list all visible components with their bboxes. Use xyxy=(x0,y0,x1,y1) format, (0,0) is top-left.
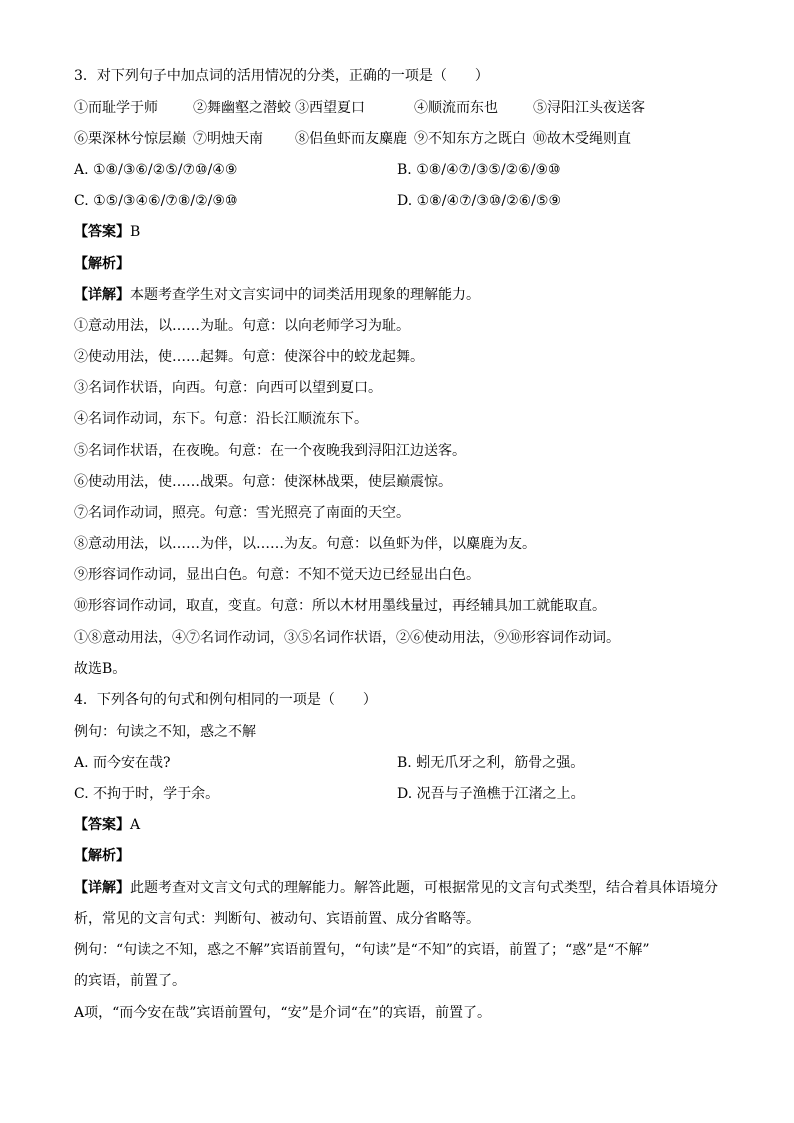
q3-option-b: B. ①⑧/④⑦/③⑤/②⑥/⑨⑩ xyxy=(397,162,561,178)
q3-explanation: ③名词作状语，向西。句意：向西可以望到夏口。 xyxy=(74,380,382,396)
analysis-label: 【解析】 xyxy=(74,256,130,272)
q3-explanation: ⑤名词作状语，在夜晚。句意：在一个夜晚我到浔阳江边送客。 xyxy=(74,443,466,459)
q4-detail-continued: 析，常见的文言句式：判断句、被动句、宾语前置、成分省略等。 xyxy=(74,911,480,927)
q3-explanation: ⑩形容词作动词，取直，变直。句意：所以木材用墨线量过，再经辅具加工就能取直。 xyxy=(74,598,606,614)
q3-item: ⑧侣鱼虾而友麋鹿 xyxy=(295,131,407,147)
q3-explanation: ②使动用法，使……起舞。句意：使深谷中的蛟龙起舞。 xyxy=(74,349,424,365)
q3-item: ⑤浔阳江头夜送客 xyxy=(533,100,645,116)
q3-answer xyxy=(74,222,140,242)
answer-value: A xyxy=(130,817,141,833)
q3-item: ⑩故木受绳则直 xyxy=(533,131,631,147)
detail-text: 此题考查对文言文句式的理解能力。解答此题，可根据常见的文言句式类型，结合着具体语境分 xyxy=(130,880,718,896)
answer-value: B xyxy=(130,224,141,240)
q3-explanation: ⑦名词作动词，照亮。句意：雪光照亮了南面的天空。 xyxy=(74,505,410,521)
q3-explanation: ④名词作动词，东下。句意：沿长江顺流东下。 xyxy=(74,411,368,427)
q3-summary: ①⑧意动用法，④⑦名词作动词，③⑤名词作状语，②⑥使动用法，⑨⑩形容词作动词。 xyxy=(74,630,620,646)
q4-example-analysis: 例句：“句读之不知，惑之不解”宾语前置句，“句读”是“不知”的宾语，前置了；“惑”是“不解” xyxy=(74,942,650,958)
q3-stem: 3．对下列句子中加点词的活用情况的分类，正确的一项是（ ） xyxy=(74,68,489,84)
q3-item: ⑦明烛天南 xyxy=(193,131,263,147)
q3-item: ⑥栗深林兮惊层巅 xyxy=(74,131,186,147)
q4-option-c: C. 不拘于时，学于余。 xyxy=(74,786,220,802)
q3-conclusion: 故选B。 xyxy=(74,661,127,677)
analysis-label: 【解析】 xyxy=(74,848,130,864)
q3-explanation: ⑨形容词作动词，显出白色。句意：不知不觉天边已经显出白色。 xyxy=(74,567,480,583)
q4-example-analysis-continued: 的宾语，前置了。 xyxy=(74,973,186,989)
q4-option-a-analysis: A项，“而今安在哉”宾语前置句，“安”是介词“在”的宾语，前置了。 xyxy=(74,1005,492,1021)
q3-option-c: C. ①⑤/③④⑥/⑦⑧/②/⑨⑩ xyxy=(74,193,238,209)
q4-stem: 4．下列各句的句式和例句相同的一项是（ ） xyxy=(74,692,377,708)
q4-answer xyxy=(74,815,140,835)
q3-item: ⑨不知东方之既白 xyxy=(414,131,526,147)
q4-analysis-label xyxy=(74,846,130,866)
detail-label: 【详解】 xyxy=(74,880,130,896)
q3-explanation: ①意动用法，以……为耻。句意：以向老师学习为耻。 xyxy=(74,318,410,334)
q4-option-b: B. 蚓无爪牙之利，筋骨之强。 xyxy=(397,755,585,771)
q4-option-a: A. 而今安在哉? xyxy=(74,755,171,771)
q3-item: ①而耻学于师 xyxy=(74,100,158,116)
q3-explanation: ⑧意动用法，以……为伴，以……为友。句意：以鱼虾为伴，以麋鹿为友。 xyxy=(74,536,536,552)
q3-item: ③西望夏口 xyxy=(295,100,365,116)
q3-item: ②舞幽壑之潜蛟 xyxy=(193,100,291,116)
q4-detail xyxy=(74,878,718,898)
answer-label: 【答案】 xyxy=(74,224,130,240)
detail-label: 【详解】 xyxy=(74,287,130,303)
q3-option-a: A. ①⑧/③⑥/②⑤/⑦⑩/④⑨ xyxy=(74,162,238,178)
detail-text: 本题考查学生对文言实词中的词类活用现象的理解能力。 xyxy=(130,287,480,303)
q3-item: ④顺流而东也 xyxy=(414,100,498,116)
answer-label: 【答案】 xyxy=(74,817,130,833)
q3-detail xyxy=(74,285,480,305)
q3-explanation: ⑥使动用法，使……战栗。句意：使深林战栗，使层巅震惊。 xyxy=(74,474,452,490)
q3-analysis-label xyxy=(74,254,130,274)
q3-option-d: D. ①⑧/④⑦/③⑩/②⑥/⑤⑨ xyxy=(397,193,562,209)
q4-example: 例句：句读之不知，惑之不解 xyxy=(74,724,256,740)
q4-option-d: D. 况吾与子渔樵于江渚之上。 xyxy=(397,786,585,802)
